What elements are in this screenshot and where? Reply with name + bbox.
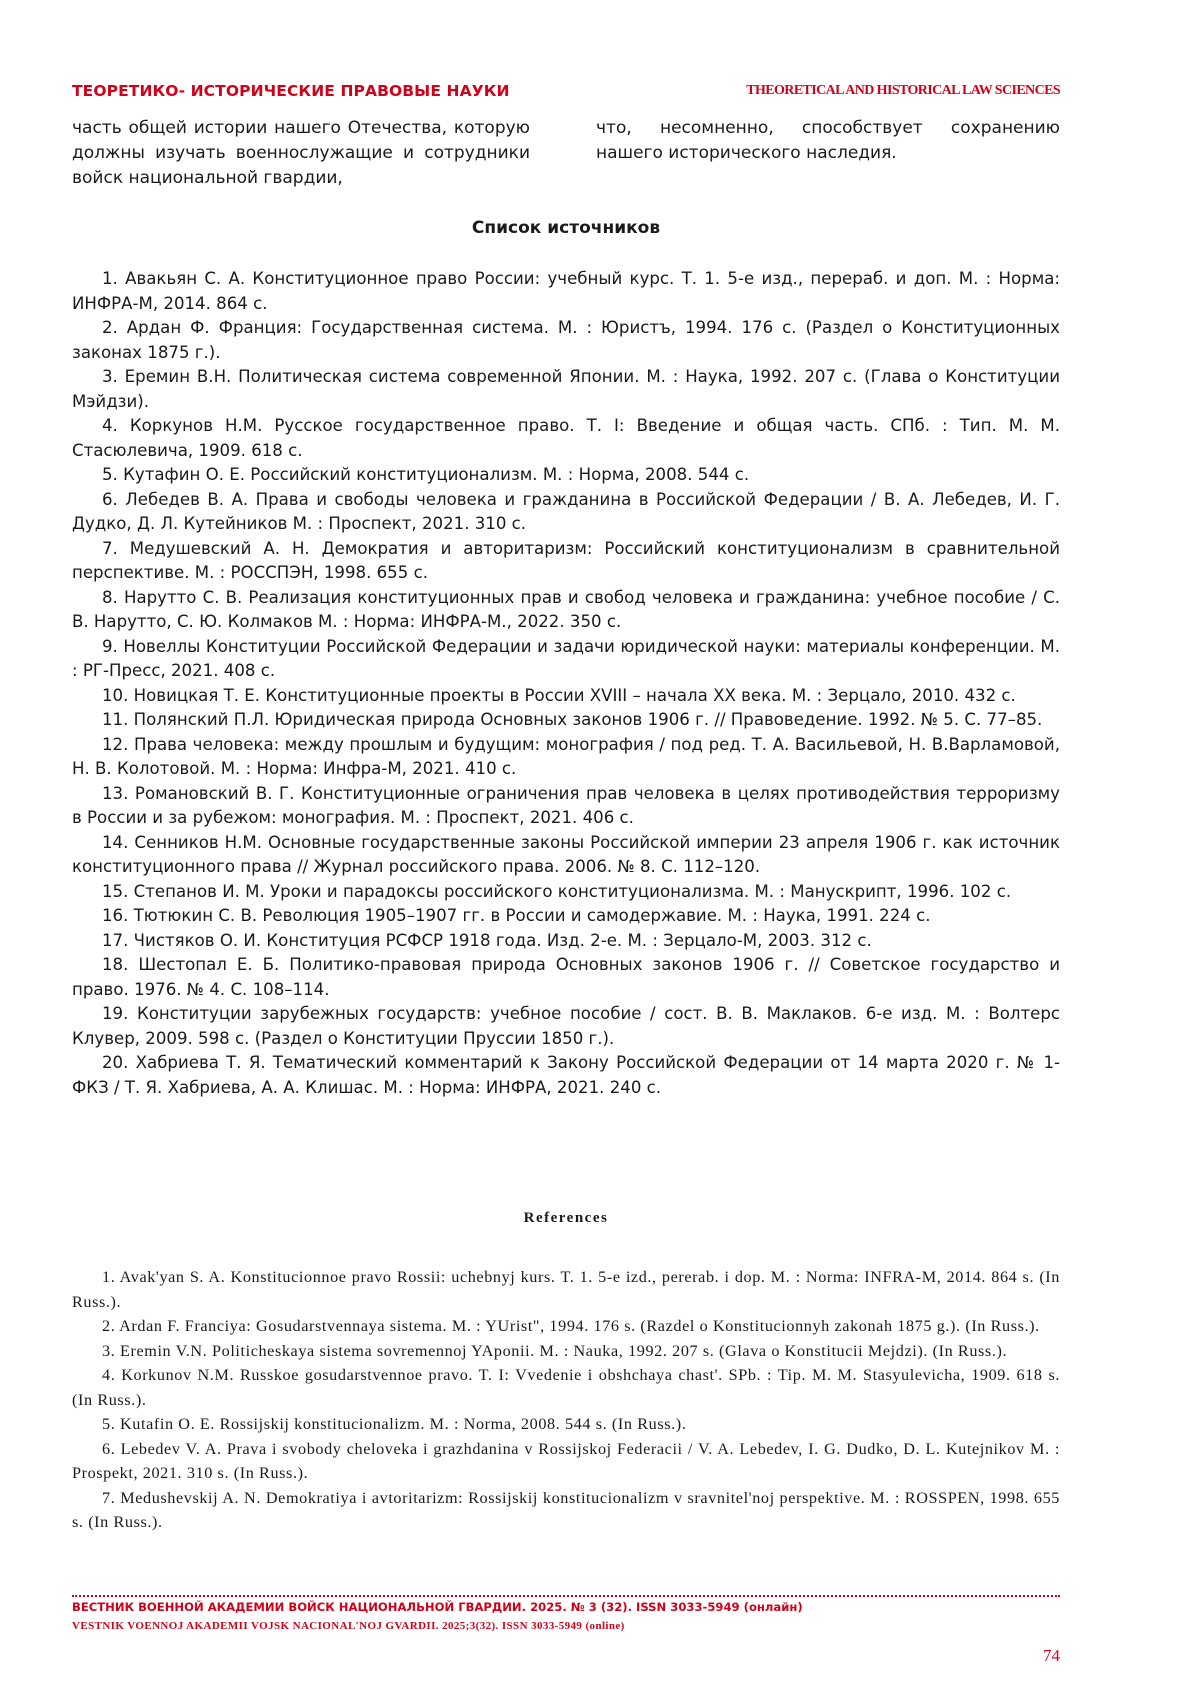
reference-item: 6. Lebedev V. A. Prava i svobody cheloveka i grazhdanina v Rossijskoj Federacii / V. A. Lebedev, I. G. Dudko, D. L. Kutejnikov M. : Prospekt, 2021. 310 s. (In Russ.). xyxy=(72,1439,1060,1482)
header-section-ru: ТЕОРЕТИКО- ИСТОРИЧЕСКИЕ ПРАВОВЫЕ НАУКИ xyxy=(72,82,510,100)
references-list xyxy=(72,1265,1060,1535)
source-item: 15. Степанов И. М. Уроки и парадоксы российского конституционализма. М. : Манускрипт, 1996. 102 с. xyxy=(102,881,1012,901)
source-item: 9. Новеллы Конституции Российской Федерации и задачи юридической науки: материалы конференции. М. : РГ-Пресс, 2021. 408 с. xyxy=(72,636,1060,680)
sources-list xyxy=(72,267,1060,1100)
source-item: 2. Ардан Ф. Франция: Государственная система. М. : Юристъ, 1994. 176 с. (Раздел о Конституционных законах 1875 г.). xyxy=(72,318,1060,362)
source-item: 8. Нарутто С. В. Реализация конституционных прав и свобод человека и гражданина: учебное пособие / С. В. Нарутто, С. Ю. Колмаков М. : Норма: ИНФРА-М., 2022. 350 с. xyxy=(72,587,1060,631)
reference-item: 7. Medushevskij A. N. Demokratiya i avtoritarizm: Rossijskij konstitucionalizm v sravnitel'noj perspektive. M. : ROSSPEN, 1998. 655 s. (In Russ.). xyxy=(72,1488,1060,1531)
reference-item: 5. Kutafin O. E. Rossijskij konstitucionalizm. M. : Norma, 2008. 544 s. (In Russ.). xyxy=(102,1415,687,1433)
sources-heading: Список источников xyxy=(471,218,661,238)
source-item: 19. Конституции зарубежных государств: учебное пособие / сост. В. В. Маклаков. 6-е изд. М. : Волтерс Клувер, 2009. 598 с. (Раздел о Конституции Пруссии 1850 г.). xyxy=(72,1004,1060,1048)
source-item: 6. Лебедев В. А. Права и свободы человека и гражданина в Российской Федерации / В. А. Лебедев, И. Г. Дудко, Д. Л. Кутейников М. : Проспект, 2021. 310 с. xyxy=(72,489,1060,533)
page-number: 74 xyxy=(1043,1646,1060,1665)
source-item: 11. Полянский П.Л. Юридическая природа Основных законов 1906 г. // Правоведение. 1992. № 5. С. 77–85. xyxy=(102,710,1043,729)
source-item: 1. Авакьян С. А. Конституционное право России: учебный курс. Т. 1. 5-е изд., перераб. и доп. М. : Норма: ИНФРА-М, 2014. 864 с. xyxy=(72,269,1060,313)
reference-item: 1. Avak'yan S. A. Konstitucionnoe pravo Rossii: uchebnyj kurs. T. 1. 5-e izd., pererab. i dop. M. : Norma: INFRA-M, 2014. 864 s. (In Russ.). xyxy=(72,1268,1060,1311)
running-header xyxy=(72,82,1060,106)
source-item: 10. Новицкая Т. Е. Конституционные проекты в России XVIII – начала XX века. М. : Зерцало, 2010. 432 с. xyxy=(102,685,1016,705)
source-item: 17. Чистяков О. И. Конституция РСФСР 1918 года. Изд. 2-е. М. : Зерцало-М, 2003. 312 с. xyxy=(102,930,872,950)
source-item: 4. Коркунов Н.М. Русское государственное право. Т. I: Введение и общая часть. СПб. : Тип. М. М. Стасюлевича, 1909. 618 с. xyxy=(72,416,1060,460)
source-item: 5. Кутафин О. Е. Российский конституционализм. М. : Норма, 2008. 544 с. xyxy=(102,465,750,484)
header-section-en: THEORETICAL AND HISTORICAL LAW SCIENCES xyxy=(746,83,1060,98)
footer-divider xyxy=(72,1595,1060,1597)
source-item: 3. Еремин В.Н. Политическая система современной Японии. М. : Наука, 1992. 207 с. (Глава о Конституции Мэйдзи). xyxy=(72,367,1060,411)
source-item: 13. Романовский В. Г. Конституционные ограничения прав человека в целях противодействия терроризму в России и за рубежом: монография. М. : Проспект, 2021. 406 с. xyxy=(72,783,1060,827)
footer-journal-en: VESTNIK VOENNOJ AKADEMII VOJSK NACIONAL'NOJ GVARDII. 2025;3(32). ISSN 3033-5949 (online) xyxy=(72,1620,625,1632)
source-item: 16. Тютюкин С. В. Революция 1905–1907 гг. в России и самодержавие. М. : Наука, 1991. 224 с. xyxy=(102,906,931,925)
source-item: 7. Медушевский А. Н. Демократия и авторитаризм: Российский конституционализм в сравнительной перспективе. М. : РОССПЭН, 1998. 655 с. xyxy=(72,538,1060,582)
source-item: 12. Права человека: между прошлым и будущим: монография / под ред. Т. А. Васильевой, Н. В.Варламовой, Н. В. Колотовой. М. : Норма: Инфра-М, 2021. 410 с. xyxy=(72,734,1060,778)
footer-journal-ru: ВЕСТНИК ВОЕННОЙ АКАДЕМИИ ВОЙСК НАЦИОНАЛЬНОЙ ГВАРДИИ. 2025. № 3 (32). ISSN 3033-5949 (онлайн) xyxy=(72,1600,803,1614)
reference-item: 4. Korkunov N.M. Russkoe gosudarstvennoe pravo. T. I: Vvedenie i obshchaya chast'. SPb. : Tip. M. M. Stasyulevicha, 1909. 618 s. (In Russ.). xyxy=(72,1366,1060,1409)
reference-item: 3. Eremin V.N. Politicheskaya sistema sovremennoj YAponii. M. : Nauka, 1992. 207 s. (Glava o Konstitucii Mejdzi). (In Russ.). xyxy=(102,1341,1008,1360)
references-heading: References xyxy=(523,1210,609,1226)
source-item: 18. Шестопал Е. Б. Политико-правовая природа Основных законов 1906 г. // Советское государство и право. 1976. № 4. С. 108–114. xyxy=(72,955,1060,999)
intro-right-column: что, несомненно, способствует сохранению нашего исторического наследия. xyxy=(596,118,1060,163)
source-item: 14. Сенников Н.М. Основные государственные законы Российской империи 23 апреля 1906 г. как источник конституционного права // Журнал российского права. 2006. № 8. С. 112–120. xyxy=(72,832,1060,876)
source-item: 20. Хабриева Т. Я. Тематический комментарий к Закону Российской Федерации от 14 марта 2020 г. № 1-ФКЗ / Т. Я. Хабриева, А. А. Клишас. М. : Норма: ИНФРА, 2021. 240 с. xyxy=(72,1053,1060,1097)
reference-item: 2. Ardan F. Franciya: Gosudarstvennaya sistema. M. : YUrist", 1994. 176 s. (Razdel o Konstitucionnyh zakonah 1875 g.). (In Russ.). xyxy=(102,1317,1040,1335)
intro-left-column: часть общей истории нашего Отечества, которую должны изучать военнослужащие и сотрудники войск национальной гвардии, xyxy=(72,118,530,188)
